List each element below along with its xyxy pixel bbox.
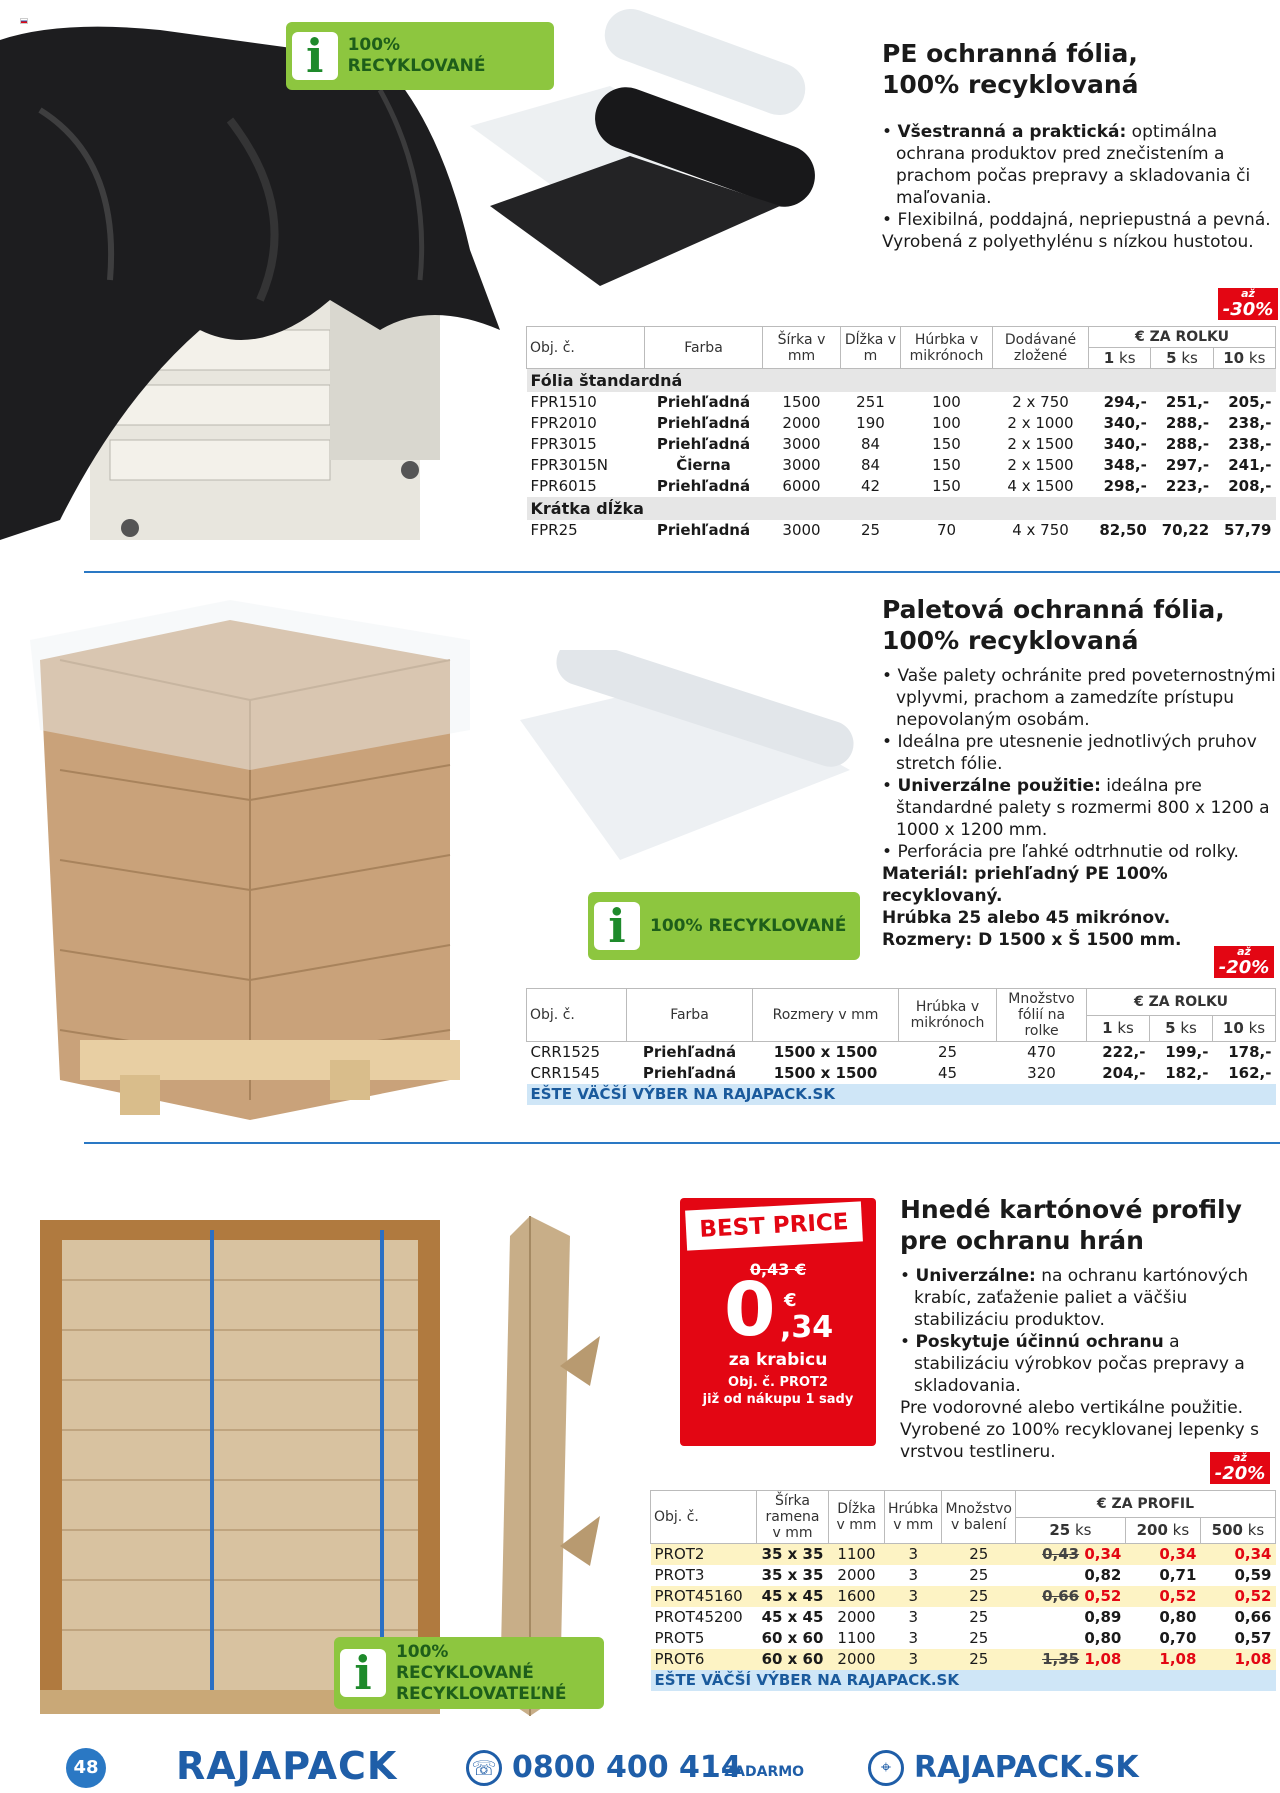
cell-hrubka: 100 [932, 413, 961, 432]
section3-bullet-2: • Poskytuje účinnú ochranu a stabilizáciu výrobkov počas prepravy a skladovania. [900, 1332, 1245, 1396]
price-25: 0,34 [1084, 1545, 1122, 1563]
table-row [527, 1063, 1276, 1084]
section1-price-table [526, 326, 1276, 541]
col-qty-25: 25 ks [1015, 1517, 1125, 1544]
cell-hrubka: 100 [932, 392, 961, 411]
section1-bullet-2-text: Flexibilná, poddajná, nepriepustná a pevná. [897, 210, 1271, 230]
cell-dlzka: 2000 [829, 1649, 885, 1670]
cell-mnozstvo: 470 [1027, 1043, 1056, 1061]
cell-hrubka: 3 [885, 1649, 942, 1670]
cell-hrubka: 3 [908, 1608, 919, 1626]
col-qty-1: 1 ks [1087, 1015, 1150, 1042]
col-hrubka: Hrúbka v mm [885, 1491, 942, 1544]
cell-sirka: 35 x 35 [761, 1566, 824, 1584]
cell-hrubka: 150 [932, 476, 961, 495]
cell-rozmery: 1500 x 1500 [773, 1064, 878, 1082]
cell-hrubka: 45 [937, 1064, 958, 1082]
cell-mnozstvo: 25 [942, 1649, 1016, 1670]
col-qty-10: 10 ks [1213, 1015, 1276, 1042]
cell-price-1: 222,- [1102, 1043, 1146, 1061]
cell-mnozstvo: 25 [969, 1566, 989, 1584]
section2-title-line2: 100% recyklovaná [882, 626, 1139, 655]
section3-discount-badge: až -20% [1210, 1452, 1270, 1484]
cell-dlzka: 1600 [829, 1586, 885, 1607]
section2-title [882, 594, 1272, 656]
cell-mnozstvo: 320 [1027, 1064, 1056, 1082]
best-price-badge [680, 1198, 876, 1446]
cell-obj: PROT45160 [651, 1586, 757, 1607]
discount-prefix: až [1241, 287, 1255, 300]
cell-sirka: 60 x 60 [761, 1629, 824, 1647]
cell-dodavane: 2 x 750 [1012, 392, 1069, 411]
cell-sirka: 35 x 35 [757, 1544, 829, 1566]
cell-price-25 [1015, 1565, 1125, 1586]
table-row [651, 1544, 1276, 1566]
cell-sirka: 6000 [782, 476, 821, 495]
col-sirka: Šírka ramena v mm [757, 1491, 829, 1544]
cell-sirka: 60 x 60 [757, 1649, 829, 1670]
old-price: 0,43 [1042, 1545, 1080, 1563]
cell-dlzka: 2000 [837, 1566, 876, 1584]
section3-usage: Pre vodorovné alebo vertikálne použitie. [900, 1398, 1244, 1418]
section2-dimensions: Rozmery: D 1500 x Š 1500 mm. [882, 930, 1182, 950]
cell-hrubka: 150 [932, 455, 961, 474]
cell-price-10: 57,79 [1224, 520, 1272, 539]
col-qty-5: 5 ks [1151, 348, 1213, 369]
section1-bullet-2: • Flexibilná, poddajná, nepriepustná a pevná. [882, 210, 1271, 230]
section1-title-line2: 100% recyklovaná [882, 70, 1139, 99]
price-25: 0,89 [1084, 1608, 1122, 1626]
phone-icon: ☏ [466, 1750, 502, 1786]
cell-price-1: 348,- [1103, 455, 1147, 474]
cell-price-200: 0,70 [1159, 1629, 1197, 1647]
cell-price-5: 251,- [1165, 392, 1210, 411]
cell-price-1: 340,- [1103, 413, 1147, 432]
section3-title-line2: pre ochranu hrán [900, 1226, 1144, 1255]
cell-obj: FPR1510 [530, 392, 597, 411]
recycled-badge-text: 100% RECYKLOVANÉ [347, 35, 486, 76]
price-25: 0,80 [1084, 1629, 1122, 1647]
col-qty-500: 500 ks [1200, 1517, 1275, 1544]
cell-farba: Priehľadná [656, 476, 751, 495]
cell-price-10: 241,- [1228, 455, 1272, 474]
table-row [527, 434, 1276, 455]
film-rolls-image [470, 6, 860, 296]
cell-sirka: 3000 [782, 520, 821, 539]
price-25: 0,82 [1084, 1566, 1122, 1584]
cell-price-10: 238,- [1228, 413, 1272, 432]
cell-price-25 [1015, 1607, 1125, 1628]
cell-obj: FPR25 [530, 520, 578, 539]
section3-description [900, 1265, 1278, 1463]
table-row [527, 455, 1276, 476]
cell-farba: Priehľadná [656, 520, 751, 539]
cell-dlzka: 190 [856, 413, 885, 432]
cell-obj: FPR3015 [530, 434, 597, 453]
cell-price-5: 297,- [1165, 455, 1210, 474]
phone-free-label: ZADARMO [724, 1764, 805, 1780]
cell-price-200: 0,34 [1125, 1544, 1200, 1566]
cell-price-5: 199,- [1165, 1043, 1209, 1061]
cell-obj: FPR3015N [530, 455, 608, 474]
cell-obj: PROT2 [651, 1544, 757, 1566]
mouse-icon: ⌖ [868, 1750, 904, 1786]
pallet-film-roll-image [490, 650, 890, 870]
cell-obj: FPR6015 [530, 476, 597, 495]
table-row [527, 476, 1276, 497]
col-hrubka: Hrúbka v mikrónoch [899, 989, 997, 1042]
section3-title-line1: Hnedé kartónové profily [900, 1195, 1242, 1224]
col-obj: Obj. č. [651, 1491, 757, 1544]
section3-price-table [650, 1490, 1276, 1691]
table-row [651, 1649, 1276, 1670]
cell-farba: Priehľadná [642, 1064, 737, 1082]
cell-price-500: 0,59 [1234, 1566, 1272, 1584]
cell-obj: PROT3 [654, 1566, 705, 1584]
page-number: 48 [66, 1748, 106, 1788]
price-25: 0,52 [1084, 1587, 1122, 1605]
more-selection-link[interactable]: EŠTE VÄČŠÍ VÝBER NA RAJAPACK.SK [651, 1670, 1276, 1691]
table-row [527, 520, 1276, 541]
cell-dlzka: 1100 [829, 1544, 885, 1566]
rajapack-logo: RAJAPACK [176, 1744, 398, 1788]
cell-sirka: 45 x 45 [757, 1586, 829, 1607]
cell-obj: PROT45200 [654, 1608, 743, 1626]
section2-bullet-4: • Perforácia pre ľahké odtrhnutie od rolky. [882, 842, 1239, 862]
col-qty-10: 10 ks [1213, 348, 1275, 369]
col-qty-1: 1 ks [1089, 348, 1151, 369]
cell-price-1: 82,50 [1099, 520, 1147, 539]
section2-thickness: Hrúbka 25 alebo 45 mikrónov. [882, 908, 1171, 928]
col-farba: Farba [645, 327, 763, 369]
cell-mnozstvo: 25 [969, 1629, 989, 1647]
cell-price-500: 0,34 [1200, 1544, 1275, 1566]
pallet-covered-image [30, 600, 510, 1120]
info-icon: i [594, 902, 640, 950]
section2-bullet-1: • Vaše palety ochránite pred poveternostnými vplyvmi, prachom a zamedzíte prístupu nepovolaným osobám. [882, 666, 1276, 730]
col-obj: Obj. č. [527, 989, 627, 1042]
cell-obj: PROT5 [654, 1629, 705, 1647]
info-icon: i [292, 32, 338, 80]
cell-price-10: 178,- [1228, 1043, 1272, 1061]
col-qty-5: 5 ks [1150, 1015, 1213, 1042]
section3-bullet-1: • Univerzálne: na ochranu kartónových krabíc, zaťaženie paliet a väčšiu stabilizáciu produktov. [900, 1266, 1249, 1330]
cell-dlzka: 1100 [837, 1629, 876, 1647]
cell-hrubka: 3 [908, 1629, 919, 1647]
cell-hrubka: 150 [932, 434, 961, 453]
col-price-header: € ZA ROLKU [1087, 989, 1276, 1016]
cell-price-1: 204,- [1102, 1064, 1146, 1082]
cell-sirka: 3000 [782, 434, 821, 453]
cell-sirka: 2000 [782, 413, 821, 432]
phone-number[interactable]: 0800 400 414 [512, 1750, 742, 1785]
cell-price-25 [1015, 1586, 1125, 1607]
cell-price-500: 0,57 [1234, 1629, 1272, 1647]
cell-hrubka: 25 [937, 1043, 958, 1061]
group-standard: Fólia štandardná [527, 369, 1276, 392]
cell-price-10: 238,- [1228, 434, 1272, 453]
cell-obj: FPR2010 [530, 413, 597, 432]
table-row [527, 392, 1276, 413]
cell-price-5: 70,22 [1161, 520, 1210, 539]
cell-dlzka: 42 [860, 476, 881, 495]
col-rozmery: Rozmery v mm [753, 989, 899, 1042]
cell-mnozstvo: 25 [942, 1586, 1016, 1607]
table-row [651, 1607, 1276, 1628]
cell-obj: CRR1545 [530, 1064, 600, 1082]
col-sirka: Šírka v mm [763, 327, 841, 369]
cell-price-5: 223,- [1165, 476, 1210, 495]
best-price-note: Obj. č. PROT2 již od nákupu 1 sady [702, 1375, 854, 1407]
table-row [651, 1586, 1276, 1607]
best-price-int: 0 [724, 1267, 776, 1353]
cell-price-200: 0,52 [1125, 1586, 1200, 1607]
footer [0, 1740, 1280, 1793]
section3-title [900, 1194, 1278, 1256]
best-price-currency: € [784, 1290, 797, 1311]
section1-discount-badge [1218, 288, 1278, 320]
best-price-heading: BEST PRICE [685, 1201, 863, 1250]
section2-price-table [526, 988, 1276, 1105]
section-divider [84, 571, 1280, 573]
cell-dodavane: 2 x 1500 [1007, 434, 1074, 453]
col-price-header: € ZA PROFIL [1015, 1491, 1275, 1518]
cell-dodavane: 2 x 1500 [1007, 455, 1074, 474]
col-obj: Obj. č. [527, 327, 645, 369]
cell-dodavane: 4 x 1500 [1007, 476, 1074, 495]
section1-material-line: Vyrobená z polyethylénu s nízkou hustotou. [882, 232, 1254, 252]
cell-price-1: 298,- [1103, 476, 1147, 495]
cell-sirka: 3000 [782, 455, 821, 474]
group-short: Krátka dĺžka [527, 497, 1276, 520]
cell-price-10: 162,- [1228, 1064, 1272, 1082]
cell-price-25 [1015, 1649, 1125, 1670]
cell-dlzka: 84 [860, 434, 881, 453]
cell-price-10: 205,- [1228, 392, 1272, 411]
cell-farba: Čierna [676, 455, 731, 474]
table-row [651, 1565, 1276, 1586]
cell-obj: PROT6 [651, 1649, 757, 1670]
col-dlzka: Dĺžka v mm [829, 1491, 885, 1544]
recycled-badge-2 [588, 892, 860, 960]
section2-bullet-3: • Univerzálne použitie: ideálna pre štandardné palety s rozmermi 800 x 1200 a 1000 x 1200 mm. [882, 776, 1270, 840]
cell-mnozstvo: 25 [942, 1544, 1016, 1566]
best-price-unit: za krabicu [728, 1350, 828, 1370]
col-dlzka: Dĺžka v m [841, 327, 901, 369]
col-hrubka: Húrbka v mikrónoch [901, 327, 993, 369]
section1-bullet-1-text: optimálna ochrana produktov pred znečistením a prachom počas prepravy a skladovania či maľovania. [896, 122, 1251, 208]
table-row [527, 413, 1276, 434]
cell-price-1: 340,- [1103, 434, 1147, 453]
cell-obj: CRR1525 [530, 1043, 600, 1061]
col-mnozstvo: Množstvo fólií na rolke [997, 989, 1087, 1042]
recycled-recyclable-text: 100% RECYKLOVANÉ RECYKLOVATEĽNÉ [395, 1641, 567, 1704]
col-price-header: € ZA ROLKU [1089, 327, 1276, 348]
old-price: 0,66 [1042, 1587, 1080, 1605]
cell-price-10: 208,- [1228, 476, 1272, 495]
section2-description [882, 665, 1278, 951]
section1-bullet-1-bold: Všestranná a praktická: [897, 122, 1127, 142]
section1-bullet-1: • Všestranná a praktická: optimálna ochrana produktov pred znečistením a prachom počas prepravy a skladovania či maľovania. [882, 122, 1251, 208]
cell-price-500: 0,52 [1200, 1586, 1275, 1607]
table-row [651, 1628, 1276, 1649]
best-price-decimal: ,34 [780, 1310, 834, 1345]
cell-price-500: 0,66 [1234, 1608, 1272, 1626]
cell-price-25 [1015, 1544, 1125, 1566]
cell-dlzka: 25 [860, 520, 881, 539]
website-link[interactable]: RAJAPACK.SK [914, 1750, 1139, 1785]
cell-price-200: 0,80 [1159, 1608, 1197, 1626]
info-icon: i [340, 1649, 386, 1697]
cell-mnozstvo: 25 [969, 1608, 989, 1626]
cell-hrubka: 70 [936, 520, 957, 539]
section2-discount-badge: až -20% [1214, 946, 1274, 978]
cell-price-200: 1,08 [1125, 1649, 1200, 1670]
col-dodavane: Dodávané zložené [993, 327, 1089, 369]
col-farba: Farba [627, 989, 753, 1042]
cell-farba: Priehľadná [642, 1043, 737, 1061]
section1-title-line1: PE ochranná fólia, [882, 39, 1138, 68]
cell-sirka: 45 x 45 [761, 1608, 824, 1626]
cell-hrubka: 3 [885, 1586, 942, 1607]
cell-price-500: 1,08 [1200, 1649, 1275, 1670]
best-price-old: 0,43 € [749, 1260, 807, 1279]
table-row [527, 1042, 1276, 1064]
cell-price-5: 182,- [1165, 1064, 1209, 1082]
section1-title [882, 38, 1272, 100]
recycled-badge-2-text: 100% RECYKLOVANÉ [650, 915, 847, 936]
cell-sirka: 1500 [782, 392, 821, 411]
cell-price-1: 294,- [1103, 392, 1147, 411]
cell-farba: Priehľadná [656, 392, 751, 411]
cell-price-5: 288,- [1165, 434, 1210, 453]
cell-dlzka: 2000 [837, 1608, 876, 1626]
cell-dlzka: 251 [856, 392, 885, 411]
cell-price-200: 0,71 [1159, 1566, 1197, 1584]
cell-farba: Priehľadná [656, 434, 751, 453]
section2-bullet-2: • Ideálna pre utesnenie jednotlivých pruhov stretch fólie. [882, 732, 1257, 774]
section3-material: Vyrobené zo 100% recyklovanej lepenky s vrstvou testlineru. [900, 1420, 1259, 1462]
col-qty-200: 200 ks [1125, 1517, 1200, 1544]
section-divider [84, 1142, 1280, 1144]
cell-dlzka: 84 [860, 455, 881, 474]
section2-material: Materiál: priehľadný PE 100% recyklovaný. [882, 864, 1168, 906]
cell-hrubka: 3 [885, 1544, 942, 1566]
recycled-recyclable-badge [334, 1637, 604, 1709]
cell-rozmery: 1500 x 1500 [773, 1043, 878, 1061]
section1-description [882, 121, 1272, 253]
cell-hrubka: 3 [908, 1566, 919, 1584]
cell-price-5: 288,- [1165, 413, 1210, 432]
section2-title-line1: Paletová ochranná fólia, [882, 595, 1225, 624]
cell-dodavane: 2 x 1000 [1007, 413, 1074, 432]
cell-dodavane: 4 x 750 [1012, 520, 1069, 539]
discount-value: -30% [1222, 299, 1274, 320]
col-mnozstvo: Množstvo v balení [942, 1491, 1016, 1544]
cell-price-25 [1015, 1628, 1125, 1649]
old-price: 1,35 [1042, 1650, 1080, 1668]
cell-farba: Priehľadná [656, 413, 751, 432]
price-25: 1,08 [1084, 1650, 1122, 1668]
more-selection-link[interactable]: EŠTE VÄČŠÍ VÝBER NA RAJAPACK.SK [527, 1084, 1276, 1105]
